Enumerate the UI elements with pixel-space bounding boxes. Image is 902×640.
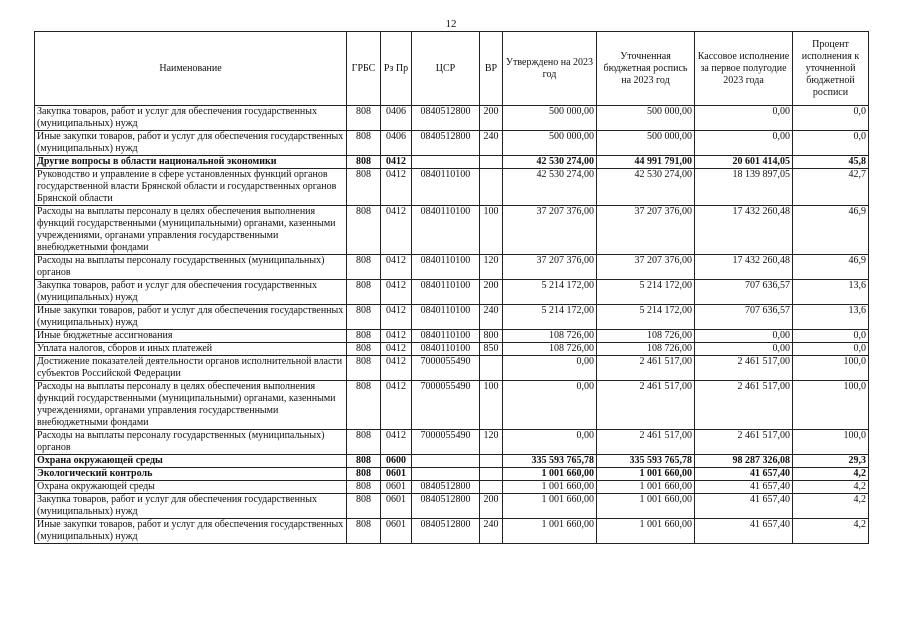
cell-rzpr: 0601 xyxy=(381,481,412,494)
cell-refined: 42 530 274,00 xyxy=(597,169,695,206)
cell-vr: 200 xyxy=(480,106,503,131)
cell-rzpr: 0412 xyxy=(381,206,412,255)
cell-percent: 13,6 xyxy=(793,305,869,330)
cell-csr: 0840110100 xyxy=(412,255,480,280)
cell-rzpr: 0406 xyxy=(381,131,412,156)
cell-vr xyxy=(480,455,503,468)
cell-approved: 1 001 660,00 xyxy=(503,468,597,481)
header-refined: Уточненная бюджетная роспись на 2023 год xyxy=(597,32,695,106)
cell-percent: 42,7 xyxy=(793,169,869,206)
cell-refined: 108 726,00 xyxy=(597,330,695,343)
cell-percent: 4,2 xyxy=(793,468,869,481)
cell-name: Расходы на выплаты персоналу государственных (муниципальных) органов xyxy=(35,255,347,280)
cell-vr: 800 xyxy=(480,330,503,343)
cell-csr: 7000055490 xyxy=(412,381,480,430)
table-row xyxy=(35,280,869,305)
table-row xyxy=(35,494,869,519)
table-header-row xyxy=(35,32,869,106)
cell-csr xyxy=(412,156,480,169)
cell-vr xyxy=(480,169,503,206)
cell-percent: 45,8 xyxy=(793,156,869,169)
cell-refined: 37 207 376,00 xyxy=(597,206,695,255)
cell-refined: 2 461 517,00 xyxy=(597,356,695,381)
cell-refined: 2 461 517,00 xyxy=(597,430,695,455)
cell-refined: 37 207 376,00 xyxy=(597,255,695,280)
cell-approved: 1 001 660,00 xyxy=(503,494,597,519)
cell-rzpr: 0412 xyxy=(381,330,412,343)
table-row xyxy=(35,455,869,468)
table-row xyxy=(35,481,869,494)
cell-refined: 5 214 172,00 xyxy=(597,305,695,330)
cell-grbs: 808 xyxy=(347,330,381,343)
cell-percent: 4,2 xyxy=(793,481,869,494)
cell-grbs: 808 xyxy=(347,280,381,305)
cell-percent: 100,0 xyxy=(793,381,869,430)
cell-name: Иные бюджетные ассигнования xyxy=(35,330,347,343)
cell-name: Уплата налогов, сборов и иных платежей xyxy=(35,343,347,356)
cell-vr xyxy=(480,468,503,481)
cell-name: Расходы на выплаты персоналу в целях обеспечения выполнения функций государственными (муниципальными) органами, казенными учреждениями, органами управления государственными внебюджетными фондами xyxy=(35,381,347,430)
cell-approved: 108 726,00 xyxy=(503,343,597,356)
table-row xyxy=(35,343,869,356)
cell-rzpr: 0412 xyxy=(381,381,412,430)
cell-rzpr: 0600 xyxy=(381,455,412,468)
cell-vr: 240 xyxy=(480,519,503,544)
cell-percent: 100,0 xyxy=(793,356,869,381)
cell-csr: 0840512800 xyxy=(412,494,480,519)
cell-percent: 46,9 xyxy=(793,206,869,255)
cell-rzpr: 0601 xyxy=(381,468,412,481)
cell-vr: 120 xyxy=(480,430,503,455)
cell-executed: 707 636,57 xyxy=(695,305,793,330)
cell-rzpr: 0412 xyxy=(381,169,412,206)
cell-rzpr: 0412 xyxy=(381,356,412,381)
table-row xyxy=(35,169,869,206)
table-row xyxy=(35,255,869,280)
cell-name: Руководство и управление в сфере установленных функций органов государственной власти Брянской области и государственных органов Брянской области xyxy=(35,169,347,206)
cell-rzpr: 0412 xyxy=(381,430,412,455)
cell-percent: 0,0 xyxy=(793,343,869,356)
cell-name: Иные закупки товаров, работ и услуг для обеспечения государственных (муниципальных) нужд xyxy=(35,305,347,330)
cell-executed: 2 461 517,00 xyxy=(695,430,793,455)
cell-csr xyxy=(412,455,480,468)
cell-percent: 46,9 xyxy=(793,255,869,280)
cell-executed: 0,00 xyxy=(695,106,793,131)
cell-approved: 500 000,00 xyxy=(503,131,597,156)
cell-approved: 500 000,00 xyxy=(503,106,597,131)
cell-approved: 1 001 660,00 xyxy=(503,481,597,494)
cell-vr: 100 xyxy=(480,381,503,430)
cell-vr: 120 xyxy=(480,255,503,280)
cell-grbs: 808 xyxy=(347,106,381,131)
cell-percent: 0,0 xyxy=(793,131,869,156)
cell-name: Закупка товаров, работ и услуг для обеспечения государственных (муниципальных) нужд xyxy=(35,494,347,519)
cell-executed: 41 657,40 xyxy=(695,468,793,481)
cell-executed: 98 287 326,08 xyxy=(695,455,793,468)
cell-rzpr: 0412 xyxy=(381,343,412,356)
cell-csr: 0840110100 xyxy=(412,280,480,305)
cell-rzpr: 0601 xyxy=(381,494,412,519)
cell-grbs: 808 xyxy=(347,356,381,381)
cell-vr: 240 xyxy=(480,131,503,156)
cell-grbs: 808 xyxy=(347,305,381,330)
cell-executed: 17 432 260,48 xyxy=(695,255,793,280)
cell-executed: 2 461 517,00 xyxy=(695,381,793,430)
table-row xyxy=(35,519,869,544)
cell-refined: 335 593 765,78 xyxy=(597,455,695,468)
cell-executed: 18 139 897,05 xyxy=(695,169,793,206)
header-percent: Процент исполнения к уточненной бюджетной росписи xyxy=(793,32,869,106)
page-number: 12 xyxy=(445,18,457,30)
table-row xyxy=(35,206,869,255)
cell-rzpr: 0406 xyxy=(381,106,412,131)
cell-rzpr: 0412 xyxy=(381,255,412,280)
cell-percent: 4,2 xyxy=(793,494,869,519)
cell-executed: 41 657,40 xyxy=(695,494,793,519)
cell-csr: 0840512800 xyxy=(412,519,480,544)
cell-refined: 500 000,00 xyxy=(597,131,695,156)
cell-name: Иные закупки товаров, работ и услуг для обеспечения государственных (муниципальных) нужд xyxy=(35,519,347,544)
cell-executed: 0,00 xyxy=(695,330,793,343)
cell-approved: 1 001 660,00 xyxy=(503,519,597,544)
cell-csr: 0840110100 xyxy=(412,330,480,343)
cell-approved: 37 207 376,00 xyxy=(503,255,597,280)
cell-vr: 240 xyxy=(480,305,503,330)
cell-executed: 0,00 xyxy=(695,131,793,156)
cell-grbs: 808 xyxy=(347,381,381,430)
cell-rzpr: 0412 xyxy=(381,156,412,169)
cell-csr: 0840512800 xyxy=(412,106,480,131)
cell-approved: 0,00 xyxy=(503,430,597,455)
cell-csr xyxy=(412,468,480,481)
cell-name: Достижение показателей деятельности органов исполнительной власти субъектов Российской Федерации xyxy=(35,356,347,381)
table-row xyxy=(35,131,869,156)
cell-vr xyxy=(480,156,503,169)
header-vr: ВР xyxy=(480,32,503,106)
header-csr: ЦСР xyxy=(412,32,480,106)
cell-percent: 0,0 xyxy=(793,106,869,131)
cell-vr xyxy=(480,481,503,494)
cell-approved: 0,00 xyxy=(503,356,597,381)
cell-grbs: 808 xyxy=(347,255,381,280)
cell-executed: 2 461 517,00 xyxy=(695,356,793,381)
cell-vr: 200 xyxy=(480,494,503,519)
cell-approved: 0,00 xyxy=(503,381,597,430)
cell-vr xyxy=(480,356,503,381)
cell-executed: 17 432 260,48 xyxy=(695,206,793,255)
cell-executed: 0,00 xyxy=(695,343,793,356)
cell-refined: 1 001 660,00 xyxy=(597,481,695,494)
cell-csr: 0840110100 xyxy=(412,206,480,255)
cell-csr: 0840512800 xyxy=(412,131,480,156)
cell-vr: 850 xyxy=(480,343,503,356)
cell-csr: 7000055490 xyxy=(412,356,480,381)
cell-name: Экологический контроль xyxy=(35,468,347,481)
cell-grbs: 808 xyxy=(347,156,381,169)
cell-name: Закупка товаров, работ и услуг для обеспечения государственных (муниципальных) нужд xyxy=(35,280,347,305)
cell-approved: 5 214 172,00 xyxy=(503,280,597,305)
cell-vr: 100 xyxy=(480,206,503,255)
cell-refined: 108 726,00 xyxy=(597,343,695,356)
cell-csr: 0840110100 xyxy=(412,305,480,330)
cell-refined: 1 001 660,00 xyxy=(597,519,695,544)
cell-refined: 2 461 517,00 xyxy=(597,381,695,430)
cell-approved: 5 214 172,00 xyxy=(503,305,597,330)
cell-csr: 7000055490 xyxy=(412,430,480,455)
cell-csr: 0840110100 xyxy=(412,343,480,356)
cell-executed: 41 657,40 xyxy=(695,481,793,494)
cell-grbs: 808 xyxy=(347,494,381,519)
cell-name: Другие вопросы в области национальной экономики xyxy=(35,156,347,169)
table-row xyxy=(35,356,869,381)
cell-vr: 200 xyxy=(480,280,503,305)
cell-grbs: 808 xyxy=(347,430,381,455)
cell-percent: 4,2 xyxy=(793,519,869,544)
table-row xyxy=(35,468,869,481)
cell-rzpr: 0412 xyxy=(381,305,412,330)
cell-name: Расходы на выплаты персоналу государственных (муниципальных) органов xyxy=(35,430,347,455)
table-row xyxy=(35,430,869,455)
table-row xyxy=(35,106,869,131)
cell-grbs: 808 xyxy=(347,468,381,481)
cell-approved: 37 207 376,00 xyxy=(503,206,597,255)
cell-grbs: 808 xyxy=(347,169,381,206)
cell-csr: 0840512800 xyxy=(412,481,480,494)
cell-name: Охрана окружающей среды xyxy=(35,481,347,494)
cell-name: Охрана окружающей среды xyxy=(35,455,347,468)
cell-refined: 5 214 172,00 xyxy=(597,280,695,305)
cell-percent: 29,3 xyxy=(793,455,869,468)
table-row xyxy=(35,381,869,430)
header-grbs: ГРБС xyxy=(347,32,381,106)
cell-refined: 1 001 660,00 xyxy=(597,494,695,519)
header-executed: Кассовое исполнение за первое полугодие 2023 года xyxy=(695,32,793,106)
header-rzpr: Рз Пр xyxy=(381,32,412,106)
cell-refined: 500 000,00 xyxy=(597,106,695,131)
cell-executed: 41 657,40 xyxy=(695,519,793,544)
table-row xyxy=(35,330,869,343)
cell-grbs: 808 xyxy=(347,131,381,156)
cell-approved: 335 593 765,78 xyxy=(503,455,597,468)
cell-executed: 20 601 414,05 xyxy=(695,156,793,169)
cell-percent: 100,0 xyxy=(793,430,869,455)
table-row xyxy=(35,305,869,330)
budget-table xyxy=(34,31,869,544)
cell-grbs: 808 xyxy=(347,519,381,544)
cell-executed: 707 636,57 xyxy=(695,280,793,305)
cell-name: Иные закупки товаров, работ и услуг для обеспечения государственных (муниципальных) нужд xyxy=(35,131,347,156)
cell-refined: 44 991 791,00 xyxy=(597,156,695,169)
cell-percent: 13,6 xyxy=(793,280,869,305)
cell-grbs: 808 xyxy=(347,455,381,468)
cell-grbs: 808 xyxy=(347,481,381,494)
cell-approved: 42 530 274,00 xyxy=(503,169,597,206)
cell-approved: 108 726,00 xyxy=(503,330,597,343)
table-body xyxy=(35,106,869,544)
cell-rzpr: 0601 xyxy=(381,519,412,544)
cell-name: Закупка товаров, работ и услуг для обеспечения государственных (муниципальных) нужд xyxy=(35,106,347,131)
cell-csr: 0840110100 xyxy=(412,169,480,206)
cell-approved: 42 530 274,00 xyxy=(503,156,597,169)
cell-grbs: 808 xyxy=(347,206,381,255)
cell-grbs: 808 xyxy=(347,343,381,356)
cell-refined: 1 001 660,00 xyxy=(597,468,695,481)
header-approved: Утверждено на 2023 год xyxy=(503,32,597,106)
header-name: Наименование xyxy=(35,32,347,106)
cell-name: Расходы на выплаты персоналу в целях обеспечения выполнения функций государственными (муниципальными) органами, казенными учреждениями, органами управления государственными внебюджетными фондами xyxy=(35,206,347,255)
cell-percent: 0,0 xyxy=(793,330,869,343)
table-row xyxy=(35,156,869,169)
cell-rzpr: 0412 xyxy=(381,280,412,305)
